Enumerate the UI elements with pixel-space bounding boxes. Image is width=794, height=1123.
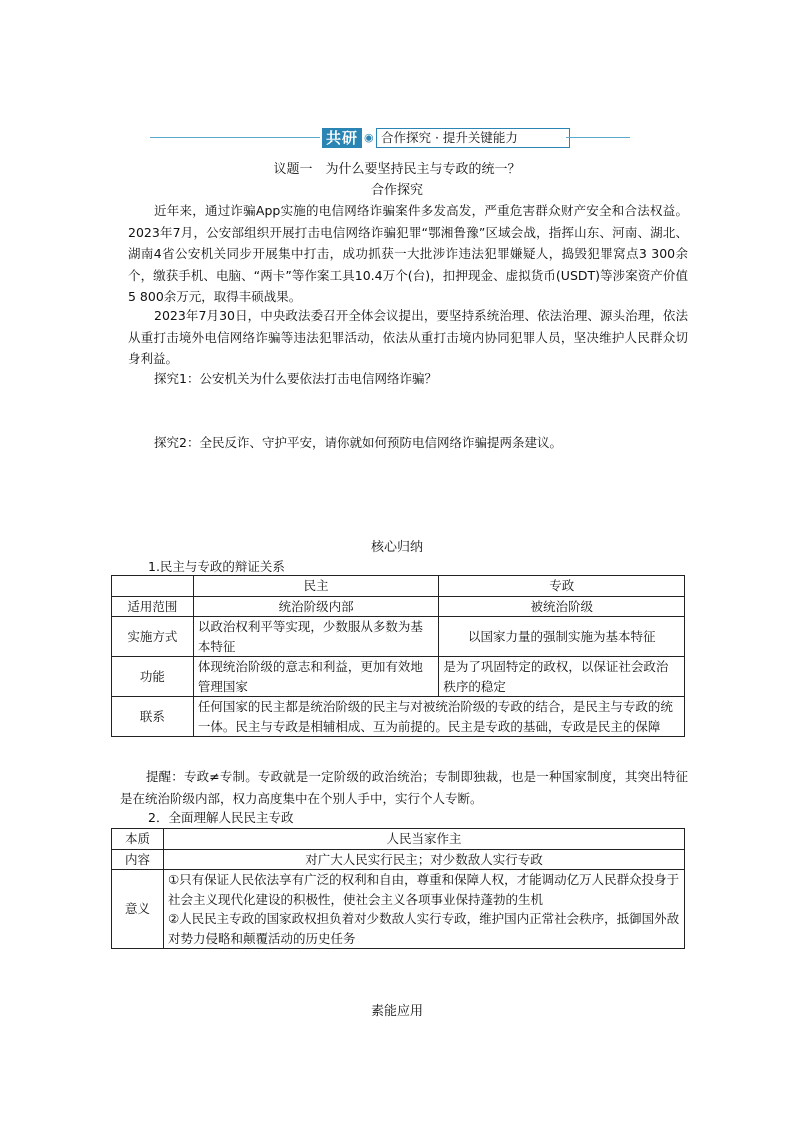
banner-rule-right [566, 137, 630, 138]
row-label: 功能 [112, 657, 194, 697]
table-row [112, 576, 685, 597]
table2-title: 2．全面理解人民民主专政 [148, 810, 294, 825]
meaning-point-2: ②人民民主专政的国家政权担负着对少数敌人实行专政，维护国内正常社会秩序，抵御国外敌对势力侵略和颠覆活动的历史任务 [167, 911, 680, 946]
row-label: 联系 [112, 697, 194, 737]
banner-dot-icon: ◉ [364, 131, 374, 144]
table-cell-corner [112, 576, 194, 597]
material-paragraph-2: 2023年7月30日，中央政法委召开全体会议提出，要坚持系统治理、依法治理、源头治理，依法从重打击境外电信网络诈骗等违法犯罪活动，依法从重打击境内协同犯罪人员，坚决维护人民群众切身利益。 [128, 308, 688, 366]
banner-tag: 共研 [322, 128, 362, 148]
table-row [112, 870, 685, 949]
table-row [112, 596, 685, 617]
democracy-dictatorship-table [111, 575, 685, 737]
people-democratic-dictatorship-table [111, 828, 685, 949]
table-cell: 体现统治阶级的意志和利益，更加有效地管理国家 [193, 657, 439, 697]
row-label: 本质 [112, 829, 164, 850]
column-header-democracy: 民主 [193, 576, 439, 597]
section-banner [150, 126, 630, 150]
table-cell: 是为了巩固特定的政权，以保证社会政治秩序的稳定 [439, 657, 685, 697]
table-row [112, 849, 685, 870]
table-cell: 以国家力量的强制实施为基本特征 [439, 617, 685, 657]
meaning-point-1: ①只有保证人民依法享有广泛的权利和自由，尊重和保障人权，才能调动亿万人民群众投身于社会主义现代化建设的积极性，使社会主义各项事业保持蓬勃的生机 [167, 872, 680, 907]
table-row [112, 697, 685, 737]
topic-subheading: 合作探究 [370, 183, 423, 198]
row-label: 适用范围 [112, 596, 194, 617]
table-row [112, 617, 685, 657]
question-1: 探究1：公安机关为什么要依法打击电信网络诈骗？ [154, 371, 437, 386]
topic-title: 议题一 为什么要坚持民主与专政的统一？ [273, 162, 521, 177]
question-2: 探究2：全民反诈、守护平安，请你就如何预防电信网络诈骗提两条建议。 [154, 435, 562, 450]
column-header-dictatorship: 专政 [439, 576, 685, 597]
row-label: 内容 [112, 849, 164, 870]
table-row [112, 657, 685, 697]
row-label: 意义 [112, 870, 164, 949]
table-cell: 任何国家的民主都是统治阶级的民主与对被统治阶级的专政的结合，是民主与专政的统一体。民主与专政是相辅相成、互为前提的。民主是专政的基础，专政是民主的保障 [193, 697, 684, 737]
reminder-paragraph: 提醒：专政≠专制。专政就是一定阶级的政治统治；专制即独裁，也是一种国家制度，其突出特征是在统治阶级内部，权力高度集中在个别人手中，实行个人专断。 [120, 769, 688, 806]
table1-title: 1.民主与专政的辩证关系 [148, 559, 285, 574]
row-label: 实施方式 [112, 617, 194, 657]
banner-rule-left [150, 137, 320, 138]
table-row [112, 829, 685, 850]
application-heading: 素能应用 [370, 1004, 423, 1019]
table-cell: 以政治权利平等实现，少数服从多数为基本特征 [193, 617, 439, 657]
banner-subtitle: 合作探究 · 提升关键能力 [376, 128, 570, 148]
table-cell: 统治阶级内部 [193, 596, 439, 617]
table-cell: 对广大人民实行民主；对少数敌人实行专政 [163, 849, 684, 870]
material-paragraph-1: 近年来，通过诈骗App实施的电信网络诈骗案件多发高发，严重危害群众财产安全和合法权益。2023年7月，公安部组织开展打击电信网络诈骗犯罪“鄂湘鲁豫”区域会战，指挥山东、河南、湖北、湖南4省公安机关同步开展集中打击，成功抓获一大批涉诈违法犯罪嫌疑人，捣毁犯罪窝点3 300余个，缴获手机、电脑、“两卡”等作案工具10.4万个(台)，扣押现金、虚拟货币(USDT)等涉案资产价值5 800余万元，取得丰硕战果。 [128, 203, 688, 304]
table-cell [163, 870, 684, 949]
table-cell: 被统治阶级 [439, 596, 685, 617]
summary-heading: 核心归纳 [370, 540, 423, 555]
table-cell: 人民当家作主 [163, 829, 684, 850]
